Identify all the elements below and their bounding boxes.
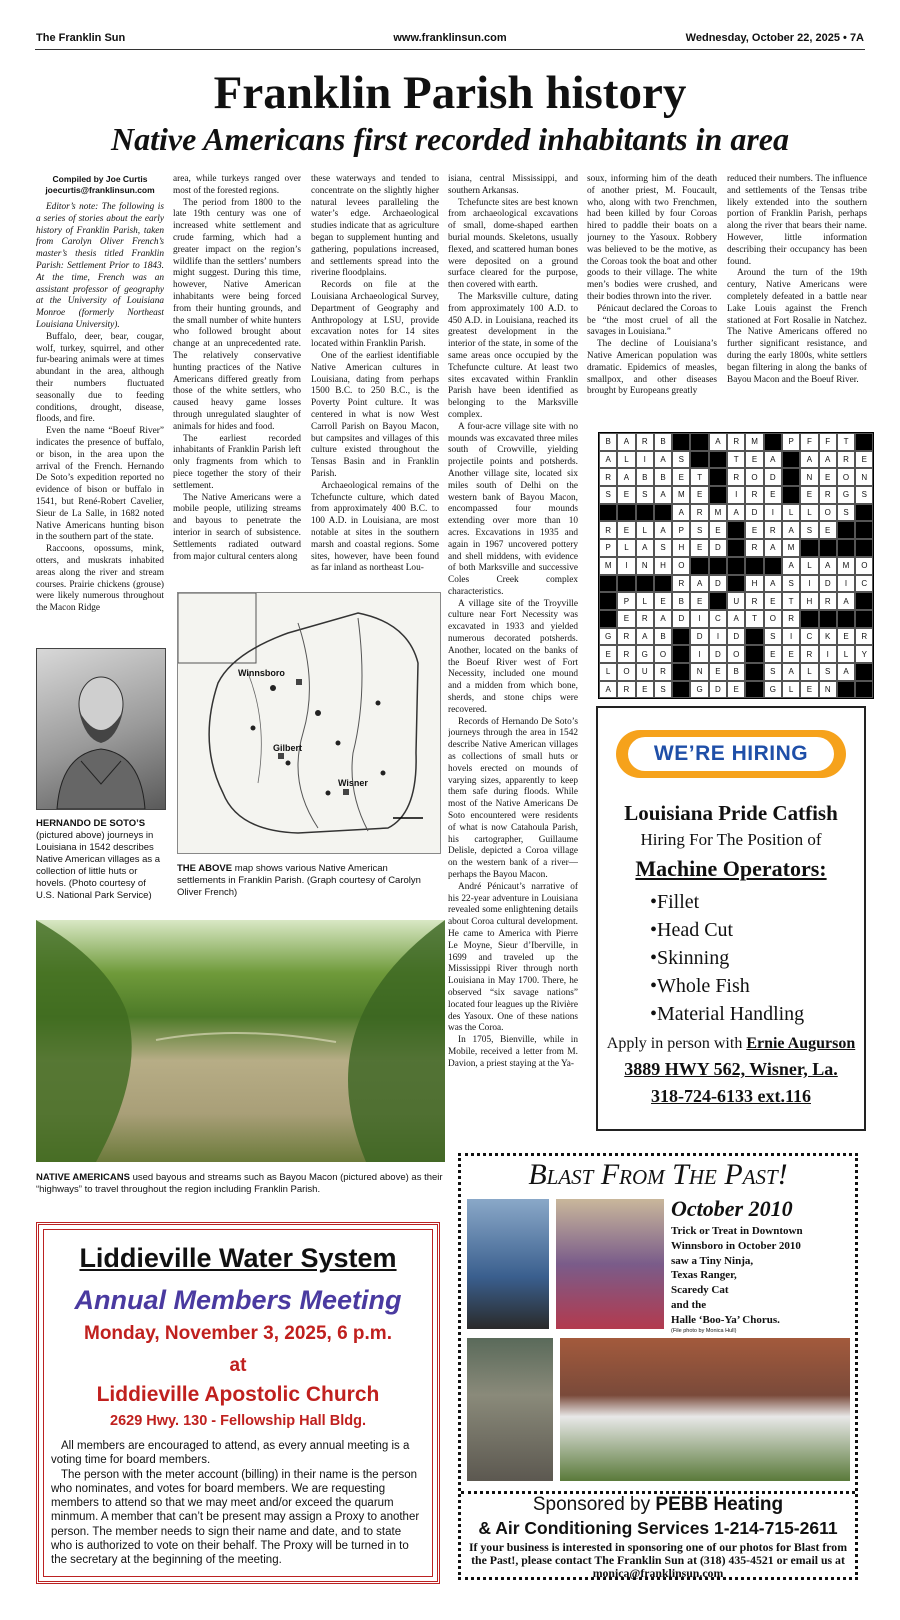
crossword-block bbox=[764, 433, 782, 451]
crossword-cell: S bbox=[782, 575, 800, 593]
crossword-cell: A bbox=[727, 610, 745, 628]
crossword-cell: L bbox=[599, 663, 617, 681]
crossword-cell: L bbox=[800, 557, 818, 575]
crossword-cell: S bbox=[599, 486, 617, 504]
crossword-cell: P bbox=[782, 433, 800, 451]
crossword-cell: A bbox=[617, 468, 635, 486]
bayou-photo bbox=[36, 920, 445, 1162]
blast-photo-ninja bbox=[467, 1199, 549, 1329]
crossword-cell: T bbox=[837, 433, 855, 451]
liddieville-ad bbox=[36, 1222, 440, 1584]
crossword-cell: L bbox=[800, 663, 818, 681]
job-item: •Material Handling bbox=[650, 1003, 805, 1025]
crossword-cell: O bbox=[855, 557, 873, 575]
crossword-cell: E bbox=[837, 628, 855, 646]
blast-photo-ranger bbox=[556, 1199, 664, 1329]
position-title: Machine Operators: bbox=[635, 856, 827, 881]
contact-name: Ernie Augurson bbox=[746, 1035, 856, 1052]
crossword-cell: A bbox=[764, 539, 782, 557]
crossword-cell: C bbox=[855, 575, 873, 593]
site-url[interactable]: www.franklinsun.com bbox=[393, 32, 507, 44]
crossword-cell: B bbox=[727, 663, 745, 681]
crossword-block bbox=[709, 451, 727, 469]
sponsor-contact: & Air Conditioning Services 1-214-715-2611 bbox=[478, 1518, 838, 1538]
crossword-block bbox=[709, 592, 727, 610]
crossword-cell: A bbox=[727, 504, 745, 522]
crossword-cell: S bbox=[800, 521, 818, 539]
crossword-cell: S bbox=[654, 539, 672, 557]
crossword-block bbox=[745, 645, 763, 663]
crossword-cell: O bbox=[819, 504, 837, 522]
crossword-block bbox=[672, 433, 690, 451]
paper-name: The Franklin Sun bbox=[36, 32, 126, 44]
crossword-cell: N bbox=[800, 468, 818, 486]
job-list bbox=[598, 888, 864, 1028]
crossword-cell: P bbox=[617, 592, 635, 610]
crossword-block bbox=[837, 521, 855, 539]
job-item: •Fillet bbox=[650, 891, 700, 913]
crossword-cell: R bbox=[727, 468, 745, 486]
crossword-cell: R bbox=[654, 663, 672, 681]
crossword-cell: D bbox=[709, 539, 727, 557]
map-label-gilbert: Gilbert bbox=[273, 743, 303, 753]
hiring-ad bbox=[596, 706, 866, 1131]
crossword-block bbox=[745, 681, 763, 699]
crossword-cell: Y bbox=[855, 645, 873, 663]
byline-email: joecurtis@franklinsun.com bbox=[45, 185, 155, 195]
crossword-cell: A bbox=[837, 663, 855, 681]
crossword-block bbox=[855, 433, 873, 451]
header-rule bbox=[35, 49, 865, 50]
crossword-cell: E bbox=[617, 486, 635, 504]
hiring-banner-area bbox=[602, 712, 860, 797]
crossword-cell: A bbox=[636, 539, 654, 557]
sponsor-line: Sponsored by PEBB Heating bbox=[532, 1494, 784, 1515]
crossword-block bbox=[855, 539, 873, 557]
crossword-cell: O bbox=[654, 645, 672, 663]
crossword-cell: B bbox=[636, 468, 654, 486]
crossword-cell: E bbox=[690, 486, 708, 504]
liddieville-title: Liddieville Water System bbox=[79, 1243, 397, 1273]
crossword-block bbox=[709, 557, 727, 575]
crossword-cell: N bbox=[819, 681, 837, 699]
crossword-cell: E bbox=[745, 451, 763, 469]
meeting-title: Annual Members Meeting bbox=[74, 1285, 402, 1315]
crossword-cell: B bbox=[599, 433, 617, 451]
crossword-cell: E bbox=[599, 645, 617, 663]
ad-phone[interactable]: 318-724-6133 ext.116 bbox=[651, 1086, 811, 1106]
article-subtitle: Native Americans first recorded inhabitants in area bbox=[111, 121, 789, 157]
crossword-cell: E bbox=[617, 610, 635, 628]
crossword-block bbox=[819, 610, 837, 628]
crossword-cell: I bbox=[690, 645, 708, 663]
crossword-cell: E bbox=[800, 681, 818, 699]
crossword-cell: E bbox=[690, 539, 708, 557]
meeting-date: Monday, November 3, 2025, 6 p.m. bbox=[84, 1323, 392, 1344]
crossword-block bbox=[837, 610, 855, 628]
crossword-cell: O bbox=[745, 468, 763, 486]
crossword-cell: S bbox=[764, 663, 782, 681]
blast-caption: Trick or Treat in Downtown Winnsboro in October 2010 saw a Tiny Ninja, Texas Ranger, Scaredy Cat and the Halle ‘Boo-Ya’ Chorus. (File photo by Monica Hull) bbox=[671, 1224, 851, 1334]
crossword-block bbox=[672, 628, 690, 646]
crossword-block bbox=[819, 539, 837, 557]
crossword-cell: L bbox=[636, 521, 654, 539]
crossword-cell: A bbox=[837, 592, 855, 610]
crossword-cell: R bbox=[727, 433, 745, 451]
crossword-block bbox=[745, 628, 763, 646]
crossword-block bbox=[599, 592, 617, 610]
portrait-caption: HERNANDO DE SOTO’S (pictured above) journeys in Louisiana in 1542 describes Native American villages as a collection of little huts or hovels. (Photo courtesy of U.S. National Park Service) bbox=[36, 818, 161, 901]
issue-date: Wednesday, October 22, 2025 • 7A bbox=[685, 32, 864, 44]
job-item: •Skinning bbox=[650, 947, 730, 969]
crossword-cell: S bbox=[672, 451, 690, 469]
crossword-cell: A bbox=[819, 451, 837, 469]
crossword-block bbox=[690, 433, 708, 451]
crossword-cell: D bbox=[764, 468, 782, 486]
crossword-cell: I bbox=[819, 645, 837, 663]
crossword-cell: D bbox=[709, 681, 727, 699]
crossword-cell: I bbox=[636, 451, 654, 469]
crossword-cell: K bbox=[819, 628, 837, 646]
crossword-cell: B bbox=[654, 628, 672, 646]
crossword-cell: F bbox=[800, 433, 818, 451]
article-title: Franklin Parish history bbox=[213, 67, 687, 119]
crossword-cell: R bbox=[764, 521, 782, 539]
crossword-block bbox=[855, 663, 873, 681]
crossword-cell: I bbox=[764, 504, 782, 522]
crossword-cell: D bbox=[709, 575, 727, 593]
crossword-cell: B bbox=[654, 468, 672, 486]
crossword-cell: U bbox=[727, 592, 745, 610]
crossword-cell: A bbox=[636, 628, 654, 646]
crossword-block bbox=[654, 575, 672, 593]
crossword-cell: I bbox=[690, 610, 708, 628]
crossword-block bbox=[855, 504, 873, 522]
crossword-cell: T bbox=[782, 592, 800, 610]
crossword-cell: R bbox=[636, 433, 654, 451]
crossword-cell: D bbox=[819, 575, 837, 593]
crossword-cell: L bbox=[617, 539, 635, 557]
crossword-block bbox=[855, 592, 873, 610]
crossword-block bbox=[800, 539, 818, 557]
crossword-cell: B bbox=[654, 433, 672, 451]
blast-title: Blast From The Past! bbox=[528, 1158, 788, 1191]
crossword-cell: B bbox=[672, 592, 690, 610]
article-column-6: reduced their numbers. The influence and settlements of the Tensas tribe likely extended into the southern portion of Franklin Parish, perhaps along the river that bears their name. However, little information describing their occupancy has been found. Around the turn of the 19th century, Native Americans were completely defeated in a battle near Lake Louis against the French stationed at Fort Rosalie in Natchez. The Native Americans offered no further significant resistance, and during the early 1800s, white settlers began filtering in along the banks of Bayou Macon and the Boeuf River. bbox=[727, 174, 867, 385]
editors-note: Editor’s note: The following is a series of stories about the early history of Franklin Parish, taken from Carolyn Oliver French’s master’s thesis titled Franklin Parish: Settlement Prior to 1843. At the time, French was an assistant professor of geography at the University of Louisiana Monroe (formerly Northeast Louisiana University). bbox=[36, 202, 164, 330]
crossword-cell: S bbox=[837, 504, 855, 522]
crossword-block bbox=[690, 451, 708, 469]
crossword-cell: I bbox=[709, 628, 727, 646]
crossword-cell: A bbox=[672, 504, 690, 522]
crossword-cell: R bbox=[745, 539, 763, 557]
page-number: 7A bbox=[849, 32, 864, 44]
crossword-cell: R bbox=[782, 610, 800, 628]
crossword-cell: D bbox=[672, 610, 690, 628]
company-name: Louisiana Pride Catfish bbox=[624, 801, 838, 825]
crossword-cell: O bbox=[764, 610, 782, 628]
crossword-cell: L bbox=[782, 504, 800, 522]
crossword-cell: E bbox=[764, 645, 782, 663]
crossword-cell: H bbox=[654, 557, 672, 575]
crossword-block bbox=[855, 610, 873, 628]
crossword-cell: D bbox=[690, 628, 708, 646]
ad-address: 3889 HWY 562, Wisner, La. bbox=[624, 1059, 838, 1079]
crossword-block bbox=[654, 504, 672, 522]
job-item: •Head Cut bbox=[650, 919, 734, 941]
crossword-block bbox=[727, 575, 745, 593]
crossword-cell: A bbox=[654, 451, 672, 469]
crossword-cell: T bbox=[745, 610, 763, 628]
crossword-cell: E bbox=[727, 681, 745, 699]
crossword-cell: A bbox=[654, 486, 672, 504]
crossword-cell: R bbox=[617, 628, 635, 646]
crossword-block bbox=[727, 521, 745, 539]
crossword-block bbox=[782, 486, 800, 504]
blast-photo-chorus bbox=[560, 1338, 850, 1481]
crossword-cell: A bbox=[617, 433, 635, 451]
crossword-block bbox=[745, 557, 763, 575]
crossword-cell: R bbox=[636, 610, 654, 628]
crossword-cell: P bbox=[599, 539, 617, 557]
crossword-cell: D bbox=[709, 645, 727, 663]
crossword-block bbox=[617, 504, 635, 522]
crossword-cell: O bbox=[672, 557, 690, 575]
crossword-cell: G bbox=[599, 628, 617, 646]
crossword-cell: E bbox=[690, 592, 708, 610]
apply-line: Apply in person with Ernie Augurson bbox=[606, 1035, 856, 1052]
article-column-1: Compiled by Joe Curtis joecurtis@franklinsun.com Editor’s note: The following is a series of stories about the early history of Franklin Parish, taken from Carolyn Oliver French’s master’s thesis titled Franklin Parish: Settlement Prior to 1843. At the time, French was an assistant professor of geography at the University of Louisiana Monroe (formerly Northeast Louisiana University). Buffalo, deer, bear, cougar, wolf, turkey, squirrel, and other fur-bearing animals were at times abundant in the area, although their numbers fluctuated seasonally due to feeding conditions, drought, disease, floods, and fire. Even the name “Boeuf River” indicates the presence of buffalo, or bison, in the area upon the arrival of the French. Hernando De Soto’s expedition reported no evidence of bison or buffalo in 1541, but René-Robert Cavelier, Sieur de La Salle, in 1682 noted Native Americans hunting bison in the southern part of the state. Raccoons, opossums, mink, otters, and muskrats inhabited areas along the river and stream courses. Prairie chickens (grouse) were likely numerous throughout the Macon Ridge bbox=[36, 174, 164, 614]
crossword-block bbox=[727, 539, 745, 557]
crossword-block bbox=[617, 575, 635, 593]
crossword-cell: E bbox=[800, 486, 818, 504]
crossword-cell: C bbox=[800, 628, 818, 646]
crossword-block bbox=[837, 681, 855, 699]
crossword-cell: H bbox=[800, 592, 818, 610]
meeting-address: 2629 Hwy. 130 - Fellowship Hall Bldg. bbox=[110, 1413, 366, 1429]
crossword-cell: R bbox=[617, 681, 635, 699]
crossword-cell: M bbox=[672, 486, 690, 504]
crossword-block bbox=[727, 557, 745, 575]
crossword-block bbox=[837, 539, 855, 557]
crossword-block bbox=[855, 681, 873, 699]
crossword-block bbox=[599, 610, 617, 628]
crossword-cell: E bbox=[709, 521, 727, 539]
crossword-cell: E bbox=[819, 468, 837, 486]
crossword-cell: G bbox=[690, 681, 708, 699]
crossword-cell: I bbox=[727, 486, 745, 504]
crossword-cell: O bbox=[837, 468, 855, 486]
crossword-block bbox=[599, 575, 617, 593]
crossword-cell: S bbox=[654, 681, 672, 699]
map-label-winnsboro: Winnsboro bbox=[238, 668, 285, 678]
crossword-cell: O bbox=[727, 645, 745, 663]
crossword-cell: A bbox=[599, 451, 617, 469]
crossword-cell: A bbox=[599, 681, 617, 699]
crossword-cell: E bbox=[672, 468, 690, 486]
crossword-cell: S bbox=[636, 486, 654, 504]
crossword-cell: I bbox=[837, 575, 855, 593]
crossword-cell: N bbox=[690, 663, 708, 681]
crossword-block bbox=[745, 663, 763, 681]
blast-date: October 2010 bbox=[671, 1196, 793, 1221]
map-caption: THE ABOVE map shows various Native American settlements in Franklin Parish. (Graph courtesy of Carolyn Oliver French) bbox=[177, 863, 421, 898]
crossword-cell: E bbox=[636, 681, 654, 699]
crossword-cell: C bbox=[709, 610, 727, 628]
de-soto-portrait bbox=[36, 648, 166, 810]
crossword-cell: L bbox=[837, 645, 855, 663]
crossword-block bbox=[855, 521, 873, 539]
crossword-cell: D bbox=[727, 628, 745, 646]
crossword-cell: M bbox=[782, 539, 800, 557]
crossword-block bbox=[709, 486, 727, 504]
crossword-cell: I bbox=[800, 575, 818, 593]
crossword-cell: A bbox=[654, 610, 672, 628]
map-label-wisner: Wisner bbox=[338, 778, 368, 788]
bayou-caption: NATIVE AMERICANS used bayous and streams such as Bayou Macon (pictured above) as their “highways” to travel throughout the region including Franklin Parish. bbox=[36, 1172, 443, 1195]
crossword-block bbox=[672, 645, 690, 663]
crossword-cell: D bbox=[745, 504, 763, 522]
crossword-cell: E bbox=[819, 521, 837, 539]
crossword-cell: T bbox=[727, 451, 745, 469]
crossword-block bbox=[636, 575, 654, 593]
crossword-cell: L bbox=[636, 592, 654, 610]
crossword-cell: S bbox=[690, 521, 708, 539]
crossword-cell: E bbox=[617, 521, 635, 539]
crossword-block bbox=[599, 504, 617, 522]
crossword-cell: M bbox=[599, 557, 617, 575]
crossword-cell: R bbox=[745, 592, 763, 610]
crossword-cell: S bbox=[855, 486, 873, 504]
hiring-banner: WE’RE HIRING bbox=[628, 737, 834, 771]
crossword-cell: U bbox=[636, 663, 654, 681]
crossword-cell: R bbox=[617, 645, 635, 663]
crossword-cell: H bbox=[672, 539, 690, 557]
article-column-4: isiana, central Mississippi, and southern Arkansas. Tchefuncte sites are best known from archaeological excavations of small, dome-shaped earthen burial mounds. Skeletons, usually flexed, and scattered human bones were deposited on a ground surface cleared for the purpose, then covered with earth. The Marksville culture, dating from approximately 100 A.D. to 450 A.D. in Louisiana, reached its greatest development in the interior of the state, in some of the same areas once occupied by the Tchefuncte culture. At least two sites excavated within Franklin Parish have been identified as belonging to the Marksville complex. A four-acre village site with no mounds was excavated three miles south of Crowville, yielding projectile points and potsherds. Another village site, located six miles south of Delhi on the western bank of Bayou Macon, encompassed four mounds extending over more than 10 acres. Excavations in 1935 and again in 1967 uncovered pottery and shell middens, with evidence of both Marksville and successive Coles Creek complex characteristics. A village site of the Troyville culture near Fort Necessity was excavated in 1933 and yielded numerous decorated potsherds. Another, located on the banks of the Boeuf River west of Fort Necessity, included one mound and a midden from which bone, sherds, and stone chips were recovered. Records of Hernando De Soto’s journeys through the area in 1542 describe Native American villages as collections of small huts or hovels erected on mounds of varying sizes, apparently to keep them safe during floods. While most of the Native Americans De Soto encountered were residents of what is now Catahoula Parish, his cartographer, Guillaume Delisle, depicted a Coroa village on the western bank of a river—perhaps the Bayou Macon. André Pénicaut’s narrative of his 22-year adventure in Louisiana revealed some enlightening details about Coroa cultural development. He came to America with Pierre Le Moyne, Sieur d’Iberville, in 1699 and traveled up the Mississippi River through north Louisiana in May 1700. There, he observed “six savage nations” located four leagues up the Rivière des Yasoux. One of these nations was the Coroa. In 1705, Bienville, while in Mobile, received a letter from M. Davion, a priest staying at the Ya- bbox=[448, 174, 578, 1069]
crossword-cell: A bbox=[764, 451, 782, 469]
settlement-map bbox=[177, 592, 441, 854]
article-column-5: soux, informing him of the death of another priest, M. Foucault, who, along with two Frenchmen, had been killed by four Coroas hired to paddle their boats on a journey to the Yasoux. Robbery was believed to be the motive, as the Coroas took the boat and other goods to their village. The white men’s bodies were crushed, and their bodies thrown into the river. Pénicaut declared the Coroas to be “the most cruel of all the savages in Louisiana.” The decline of Louisiana’s Native American population was dramatic. Epidemics of measles, smallpox, and other diseases brought by Europeans greatly bbox=[587, 174, 717, 397]
byline: Compiled by Joe Curtis joecurtis@franklinsun.com bbox=[36, 174, 164, 196]
crossword-cell: R bbox=[819, 486, 837, 504]
crossword-cell: L bbox=[782, 681, 800, 699]
crossword-cell: A bbox=[709, 433, 727, 451]
crossword-cell: N bbox=[855, 468, 873, 486]
crossword-cell: L bbox=[800, 504, 818, 522]
crossword-cell: G bbox=[764, 681, 782, 699]
crossword-block bbox=[782, 468, 800, 486]
job-item: •Whole Fish bbox=[650, 975, 750, 997]
article-column-3: these waterways and tended to concentrate on the slightly higher natural levees paralleling the water’s edge. Archaeological studies indicate that as agriculture began to supplement hunting and gathering, populations increased, and settlements spread into the riverine floodplains. Records on file at the Louisiana Archaeological Survey, Department of Geography and Anthropology at LSU, provide excavation notes for 14 sites located within Franklin Parish. One of the earliest identifiable Native American cultures in Louisiana, dating from perhaps 1500 B.C. to 250 B.C., is the Poverty Point culture. It was centered in what is now West Carroll Parish on Bayou Macon, but campsites and villages of this culture existed throughout the Tensas Basin and in Franklin Parish. Archaeological remains of the Tchefuncte culture, which dated from approximately 400 B.C. to 100 A.D. in Louisiana, are most notable at sites in the southern marsh and coastal regions. Some sites, however, have been found as far inland as northeast Lou- bbox=[311, 174, 439, 574]
crossword-cell: E bbox=[745, 521, 763, 539]
crossword-cell: P bbox=[672, 521, 690, 539]
sponsor-footer: If your business is interested in sponsoring one of our photos for Blast from the Past!, please contact The Franklin Sun at (318) 435-4521 or email us at monica@franklinsun.com bbox=[468, 1540, 848, 1580]
crossword-cell: I bbox=[782, 628, 800, 646]
crossword-cell: R bbox=[855, 628, 873, 646]
meeting-at: at bbox=[229, 1355, 247, 1376]
crossword-cell: A bbox=[819, 557, 837, 575]
crossword-cell: R bbox=[837, 451, 855, 469]
crossword-cell: I bbox=[617, 557, 635, 575]
crossword-cell: E bbox=[709, 663, 727, 681]
blast-photo-cat bbox=[467, 1338, 553, 1481]
crossword-block bbox=[636, 504, 654, 522]
crossword-cell: T bbox=[690, 468, 708, 486]
crossword-cell: A bbox=[800, 451, 818, 469]
crossword-solution-grid bbox=[598, 432, 874, 699]
crossword-block bbox=[782, 451, 800, 469]
crossword-block bbox=[690, 557, 708, 575]
crossword-cell: S bbox=[819, 663, 837, 681]
crossword-cell: G bbox=[636, 645, 654, 663]
crossword-block bbox=[709, 468, 727, 486]
crossword-cell: E bbox=[764, 486, 782, 504]
crossword-cell: R bbox=[745, 486, 763, 504]
crossword-cell: R bbox=[800, 645, 818, 663]
crossword-cell: M bbox=[709, 504, 727, 522]
photo-credit: (File photo by Monica Hull) bbox=[671, 1327, 737, 1334]
crossword-cell: E bbox=[764, 592, 782, 610]
meeting-venue: Liddieville Apostolic Church bbox=[96, 1383, 380, 1406]
crossword-cell: S bbox=[764, 628, 782, 646]
crossword-cell: N bbox=[636, 557, 654, 575]
crossword-cell: R bbox=[599, 468, 617, 486]
crossword-block bbox=[672, 681, 690, 699]
blast-from-the-past bbox=[458, 1153, 858, 1580]
crossword-cell: O bbox=[617, 663, 635, 681]
article-column-2: area, while turkeys ranged over most of the forested regions. The period from 1800 to the late 19th century was one of increased white settlement and crude farming, which had a greater impact on the region’s wildlife than the settlers’ numbers might suggest. During this time, however, Native American inhabitants were being forced from their hunting grounds, and the small number of white hunters who followed brought about change at an unprecedented rate. The relatively conservative hunting practices of the Native Americans differed greatly from those of the white settlers, who caused heavy game losses through unregulated slaughter of animals for hides and food. The earliest recorded inhabitants of Franklin Parish left only fragments from which to piece together the story of their settlement. The Native Americans were a mobile people, utilizing streams and bayous to penetrate the interior in search of subsistence. Settlements radiated outward from major cultural centers along bbox=[173, 174, 301, 562]
crossword-cell: E bbox=[855, 451, 873, 469]
crossword-cell: F bbox=[819, 433, 837, 451]
crossword-cell: A bbox=[690, 575, 708, 593]
crossword-cell: A bbox=[654, 521, 672, 539]
meeting-body: All members are encouraged to attend, as every annual meeting is a voting time for board members. The person with the meter account (billing) in their name is the person who nominates, and votes for board members. We are requesting members to attend so that we may meet and/or exceed the quarum minmum. A member that can’t be present may assign a Proxy to another person. The member needs to sign their name and date, and to state who is authorized to vote on their behalf. The Proxy will be turned in to the secretary at the beginning of the meeting. bbox=[51, 1440, 420, 1567]
crossword-cell: A bbox=[782, 663, 800, 681]
crossword-cell: R bbox=[819, 592, 837, 610]
crossword-cell: A bbox=[764, 575, 782, 593]
crossword-block bbox=[764, 557, 782, 575]
sponsor-name: PEBB Heating bbox=[655, 1494, 784, 1515]
crossword-cell: E bbox=[782, 645, 800, 663]
crossword-cell: R bbox=[599, 521, 617, 539]
crossword-cell: A bbox=[782, 521, 800, 539]
crossword-cell: L bbox=[617, 451, 635, 469]
crossword-cell: A bbox=[782, 557, 800, 575]
crossword-block bbox=[672, 663, 690, 681]
position-intro: Hiring For The Position of bbox=[640, 830, 822, 849]
crossword-cell: M bbox=[837, 557, 855, 575]
crossword-cell: E bbox=[654, 592, 672, 610]
crossword-cell: R bbox=[672, 575, 690, 593]
crossword-cell: H bbox=[745, 575, 763, 593]
crossword-block bbox=[800, 610, 818, 628]
crossword-cell: R bbox=[690, 504, 708, 522]
crossword-cell: G bbox=[837, 486, 855, 504]
crossword-cell: M bbox=[745, 433, 763, 451]
